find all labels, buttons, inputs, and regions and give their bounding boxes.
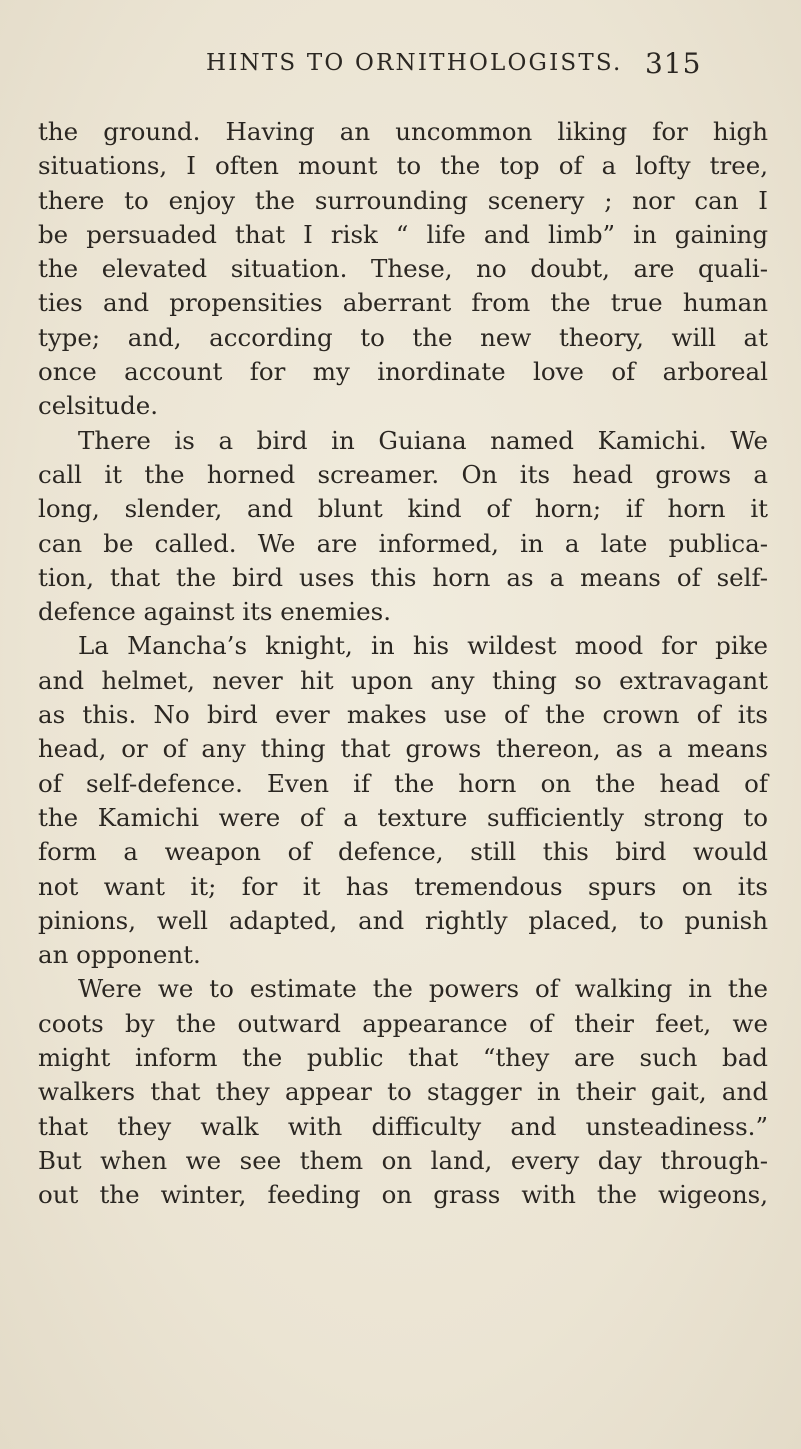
text-line: long, slender, and blunt kind of horn; if horn it bbox=[38, 494, 768, 524]
text-line: ties and propensities aberrant from the true human bbox=[38, 288, 768, 318]
page-number: 315 bbox=[645, 47, 702, 80]
text-line: not want it; for it has tremendous spurs on its bbox=[38, 871, 768, 901]
text-line: Were we to estimate the powers of walking in the bbox=[78, 974, 768, 1004]
text-line: head, or of any thing that grows thereon, as a means bbox=[38, 734, 768, 764]
running-head: HINTS TO ORNITHOLOGISTS. bbox=[206, 50, 623, 76]
text-line: But when we see them on land, every day through- bbox=[38, 1145, 768, 1175]
text-line: once account for my inordinate love of arboreal bbox=[38, 357, 768, 387]
text-line: there to enjoy the surrounding scenery ; nor can I bbox=[38, 185, 768, 215]
text-line: that they walk with difficulty and unsteadiness.” bbox=[38, 1111, 768, 1141]
text-line: be persuaded that I risk “ life and limb” in gaining bbox=[38, 219, 768, 249]
text-line: defence against its enemies. bbox=[38, 597, 392, 627]
text-line: the elevated situation. These, no doubt, are quali- bbox=[38, 254, 768, 284]
text-line: situations, I often mount to the top of a lofty tree, bbox=[38, 151, 768, 181]
text-line: call it the horned screamer. On its head grows a bbox=[38, 459, 768, 489]
text-line: celsitude. bbox=[38, 391, 159, 421]
text-line: out the winter, feeding on grass with the wigeons, bbox=[38, 1180, 768, 1210]
text-line: as this. No bird ever makes use of the crown of its bbox=[38, 700, 768, 730]
text-line: the ground. Having an uncommon liking for high bbox=[38, 117, 768, 146]
text-line: There is a bird in Guiana named Kamichi. We bbox=[78, 425, 768, 455]
text-line: La Mancha’s knight, in his wildest mood for pike bbox=[78, 631, 768, 661]
text-line: type; and, according to the new theory, will at bbox=[38, 322, 768, 352]
page-header bbox=[202, 47, 752, 90]
text-line: can be called. We are informed, in a late publica- bbox=[38, 528, 768, 558]
text-line: coots by the outward appearance of their feet, we bbox=[38, 1008, 768, 1038]
text-line: form a weapon of defence, still this bird would bbox=[38, 837, 768, 867]
text-line: tion, that the bird uses this horn as a means of self- bbox=[38, 562, 768, 592]
text-line: pinions, well adapted, and rightly placed, to punish bbox=[38, 905, 768, 935]
text-line: the Kamichi were of a texture sufficiently strong to bbox=[38, 802, 768, 832]
text-line: an opponent. bbox=[38, 940, 201, 970]
text-line: might inform the public that “they are such bad bbox=[38, 1043, 768, 1073]
body-text bbox=[38, 115, 768, 1213]
text-line: and helmet, never hit upon any thing so extravagant bbox=[38, 665, 768, 695]
text-line: walkers that they appear to stagger in their gait, and bbox=[38, 1077, 768, 1107]
text-line: of self-defence. Even if the horn on the head of bbox=[38, 768, 768, 798]
